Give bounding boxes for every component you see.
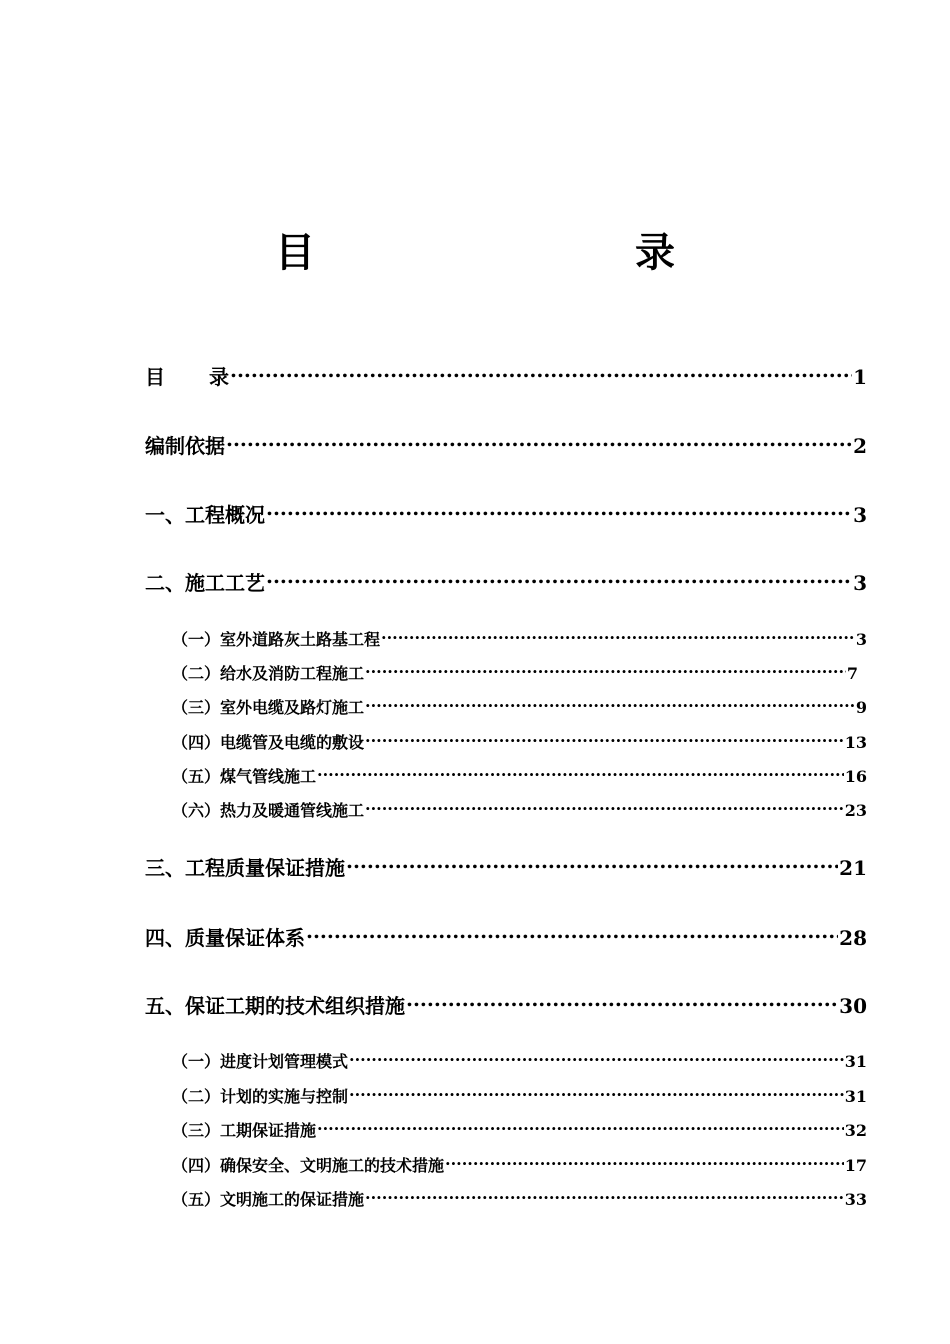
toc-leader [266,570,852,590]
toc-leader [381,629,855,645]
toc-entry-2-6[interactable] [172,800,867,822]
toc-entry-section-1[interactable] [145,501,867,529]
toc-entry-2-5[interactable] [172,766,867,788]
toc-leader [365,800,844,816]
toc-page-number: 30 [839,994,867,1018]
toc-leader [445,1155,844,1171]
toc-entry-5-4[interactable] [172,1155,867,1177]
toc-entry-label: 四、质量保证体系 [145,926,305,950]
toc-page-number: 31 [844,1052,867,1071]
toc-page-number: 21 [839,856,867,880]
toc-entry-label: （一）进度计划管理模式 [172,1052,349,1071]
toc-leader [365,663,846,679]
toc-entry-5-3[interactable] [172,1120,867,1142]
toc-page-number: 23 [844,801,867,820]
toc-leader [365,732,844,748]
toc-leader [365,1189,844,1205]
toc-page-number: 3 [853,571,867,595]
toc-leader [406,993,838,1013]
toc-leader [266,502,852,522]
toc-entry-section-4[interactable] [145,924,867,952]
toc-entry-section-2[interactable] [145,569,867,597]
toc-entry-label: 一、工程概况 [145,503,265,527]
toc-entry-label: 三、工程质量保证措施 [145,856,345,880]
toc-entry-label: 二、施工工艺 [145,571,265,595]
page-title: 目 录 [275,229,755,276]
toc-page-number: 32 [844,1121,867,1140]
toc-leader [230,364,852,384]
toc-entry-label: （五）文明施工的保证措施 [172,1190,365,1209]
toc-entry-5-5[interactable] [172,1189,867,1211]
toc-entry-5-1[interactable] [172,1051,867,1073]
toc-entry-label: （四）电缆管及电缆的敷设 [172,733,365,752]
toc-entry-label: （二）计划的实施与控制 [172,1087,349,1106]
toc-entry-2-2[interactable] [172,663,858,685]
toc-page-number: 3 [855,630,867,649]
toc-leader [349,1086,844,1102]
toc-entry-label: （一）室外道路灰土路基工程 [172,630,381,649]
toc-leader [226,433,852,453]
toc-leader [349,1051,844,1067]
toc-page-number: 7 [846,664,858,683]
toc-page-number: 2 [853,434,867,458]
toc-entry-label: （五）煤气管线施工 [172,767,317,786]
toc-entry-label: （三）室外电缆及路灯施工 [172,698,365,717]
toc-page-number: 9 [855,698,867,717]
toc-entry-basis[interactable] [145,432,867,460]
toc-page-number: 31 [844,1087,867,1106]
toc-entry-label: 五、保证工期的技术组织措施 [145,994,405,1018]
toc-entry-label: （六）热力及暖通管线施工 [172,801,365,820]
toc-entry-2-3[interactable] [172,697,867,719]
toc-page-number: 13 [844,733,867,752]
toc-leader [365,697,855,713]
toc-entry-label: （四）确保安全、文明施工的技术措施 [172,1156,445,1175]
toc-entry-label: 目 录 [145,365,229,389]
toc-entry-2-1[interactable] [172,629,867,651]
toc-entry-label: （二）给水及消防工程施工 [172,664,365,683]
toc-entry-section-5[interactable] [145,992,867,1020]
toc-page-number: 1 [853,365,867,389]
toc-page-number: 28 [839,926,867,950]
toc-entry-contents[interactable] [145,363,867,391]
toc-leader [346,855,838,875]
toc-leader [317,766,844,782]
toc-page-number: 33 [844,1190,867,1209]
toc-entry-5-2[interactable] [172,1086,867,1108]
toc-leader [317,1120,844,1136]
toc-leader [306,925,838,945]
toc-entry-2-4[interactable] [172,732,867,754]
toc-entry-label: 编制依据 [145,434,225,458]
toc-page-number: 16 [844,767,867,786]
toc-page-number: 17 [844,1156,867,1175]
toc-entry-section-3[interactable] [145,854,867,882]
toc-page-number: 3 [853,503,867,527]
toc-entry-label: （三）工期保证措施 [172,1121,317,1140]
